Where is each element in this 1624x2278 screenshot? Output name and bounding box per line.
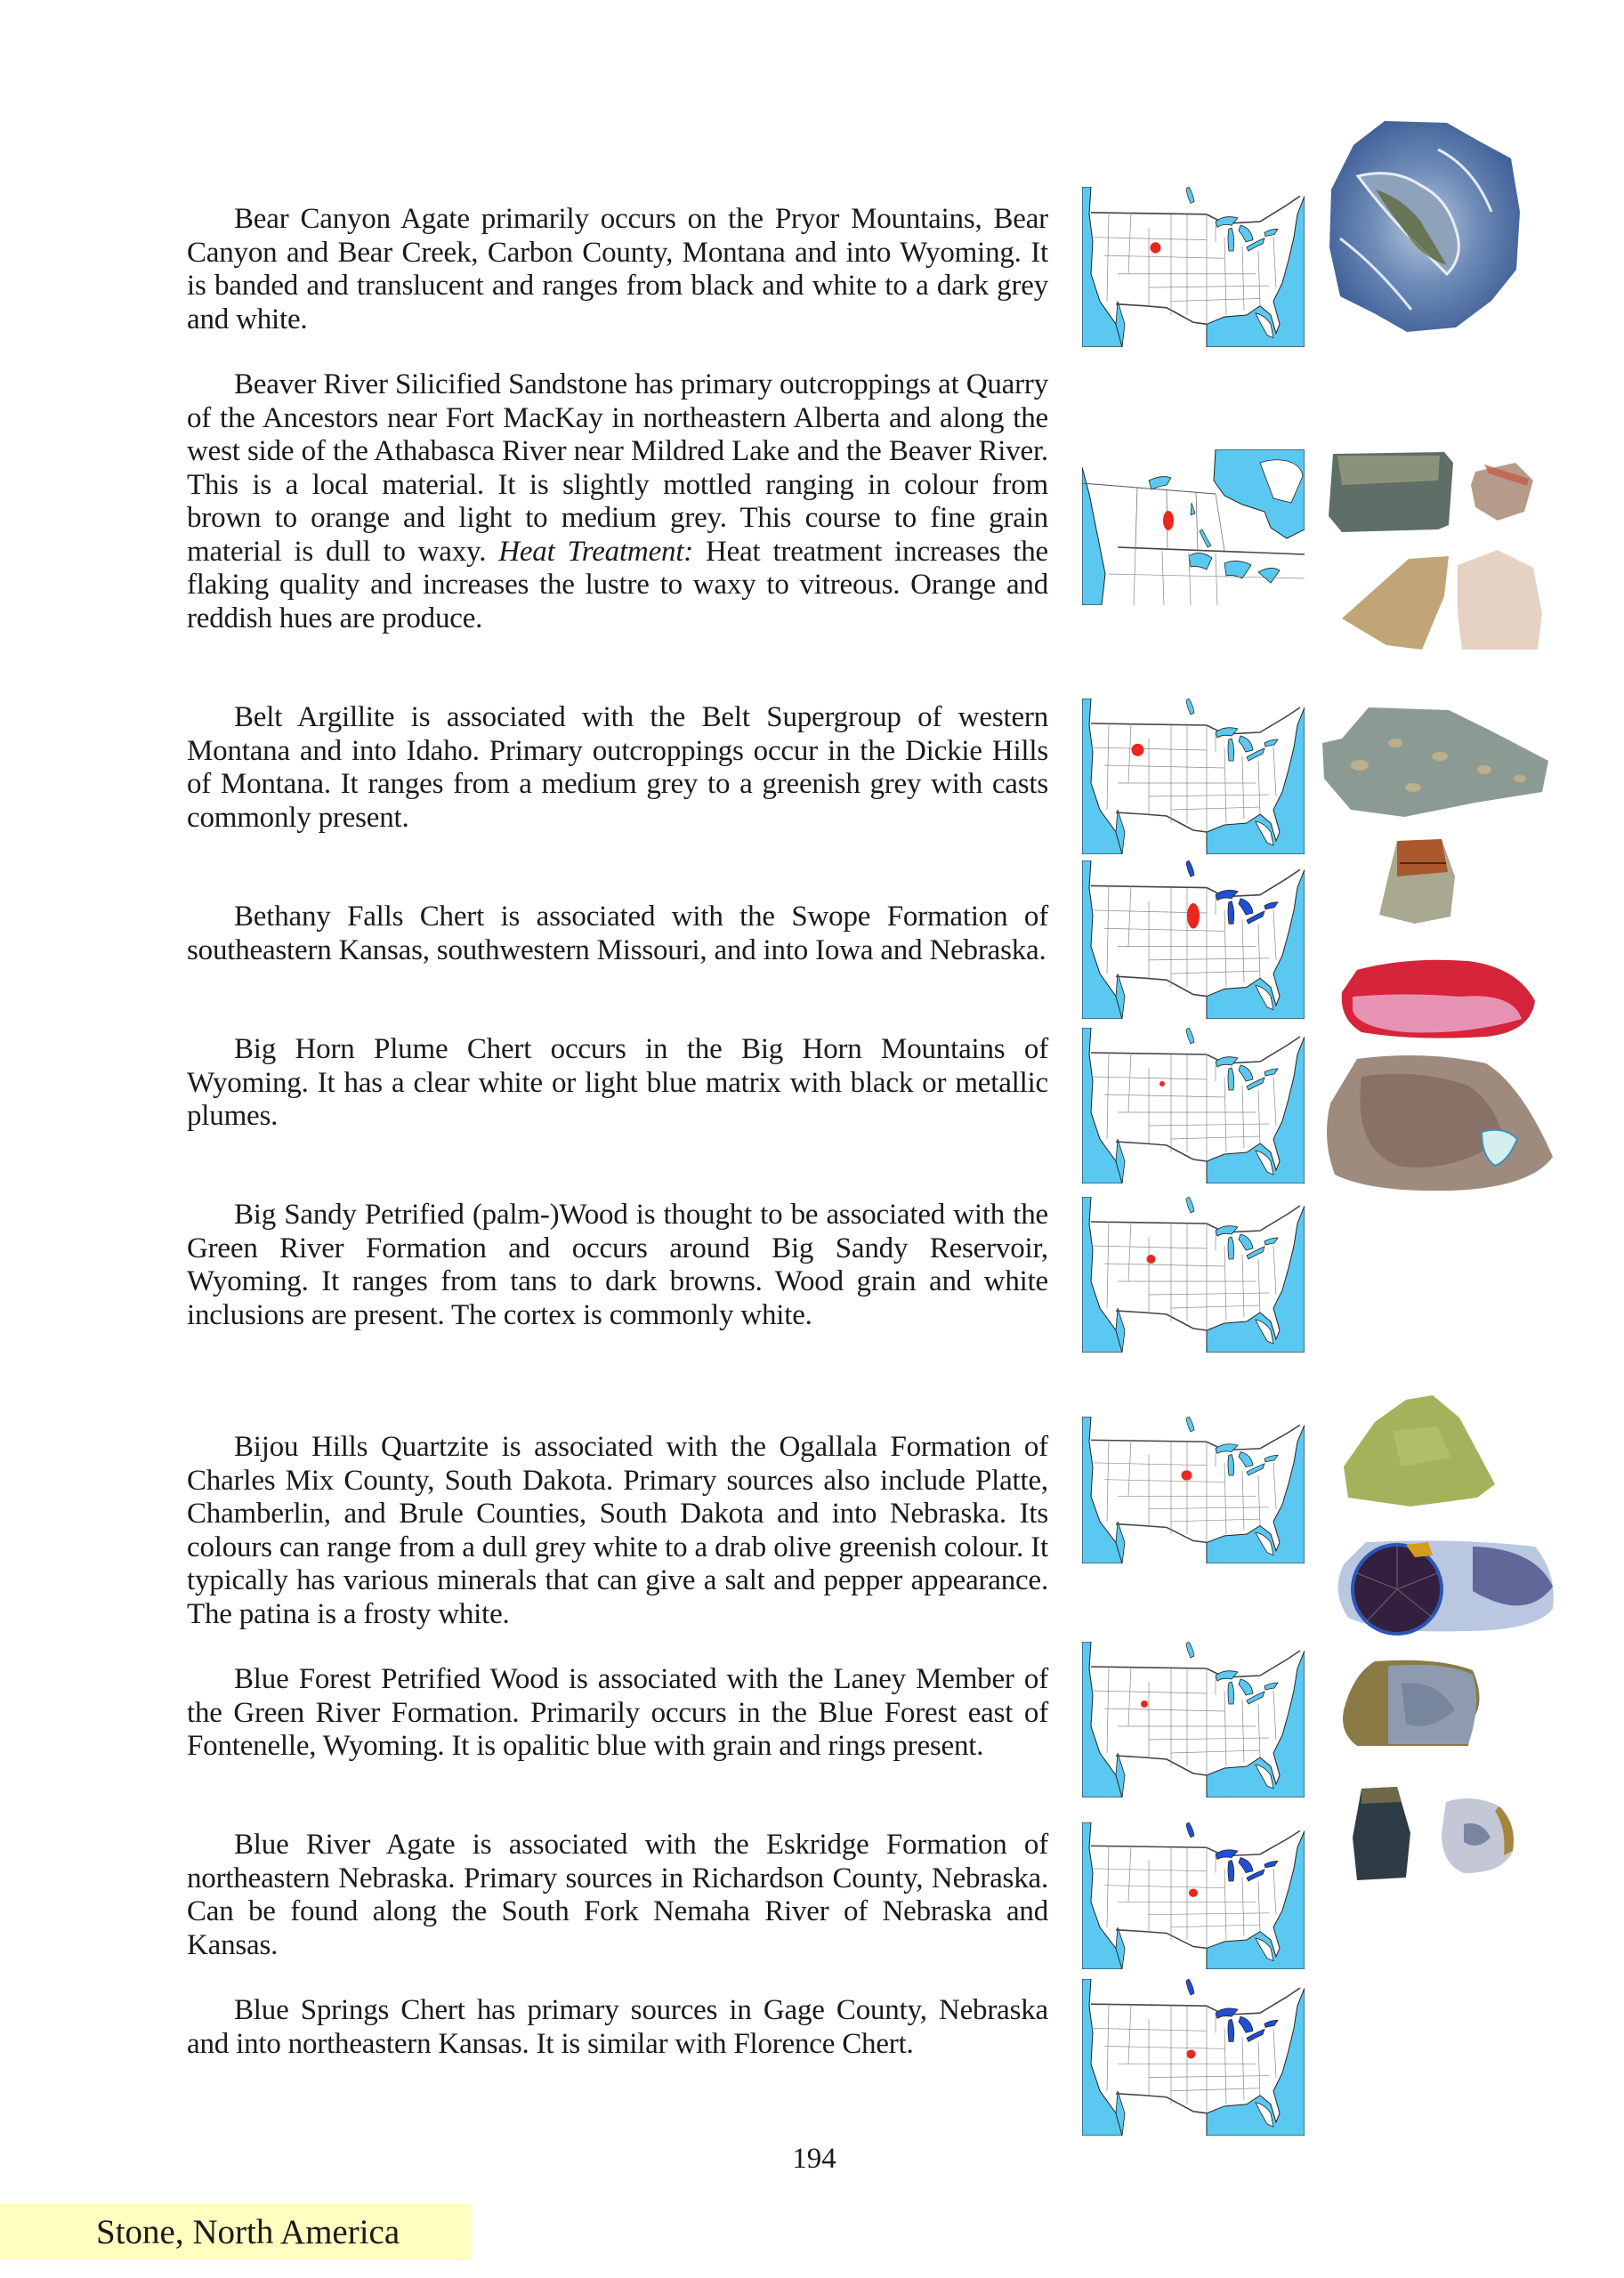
entry-name: Big Horn Plume Chert <box>234 1033 532 1065</box>
photo-blue-river-agate <box>1339 1657 1486 1746</box>
entry-text: is associated with the Belt Supergroup of western Montana and into Idaho. Primary outcroppings occur in the Dickie Hills of Montana. It ranges from a medium grey to a greenish grey with casts commonly present. <box>187 701 1048 834</box>
sandstone-fragments-image <box>1324 445 1555 650</box>
us-map-graphic <box>1082 1979 1305 2136</box>
photo-bear-canyon-agate <box>1322 114 1523 345</box>
source-marker-icon <box>1187 903 1200 928</box>
photo-bethany-falls-chert <box>1375 836 1464 925</box>
source-marker-icon <box>1182 1470 1192 1480</box>
photo-bijou-hills-quartzite <box>1339 1395 1495 1507</box>
source-marker-icon <box>1163 511 1174 530</box>
photo-beaver-river-sandstone <box>1324 445 1555 650</box>
section-footer-label: Stone, North America <box>0 2204 472 2260</box>
us-map-graphic <box>1082 1028 1305 1183</box>
blue-forest-wood-image <box>1330 1538 1557 1636</box>
agate-image <box>1322 114 1523 345</box>
source-marker-icon <box>1141 1700 1148 1708</box>
us-map-graphic <box>1082 699 1305 854</box>
entry-bear-canyon-agate <box>187 203 1048 336</box>
source-marker-icon <box>1159 1081 1165 1086</box>
source-marker-icon <box>1132 744 1144 756</box>
source-map-bear-canyon-agate <box>1082 187 1305 347</box>
argillite-image <box>1315 703 1551 817</box>
us-map-graphic <box>1082 1417 1305 1563</box>
entry-text: is associated with the Swope Formation of southeastern Kansas, southwestern Missouri, and into Iowa and Nebraska. <box>187 901 1048 966</box>
entry-text: is associated with the Laney Member of the Green River Formation. Primarily occurs in the Blue Forest east of Fontenelle, Wyoming. It is opalitic blue with grain and rings present. <box>187 1663 1048 1762</box>
entry-text: has primary outcroppings at Quarry of the Ancestors near Fort MacKay in northeastern Alberta and along the west side of the Athabasca River near Mildred Lake and the Beaver River. This is a local material. It is slightly mottled ranging in colour from brown to orange and light to medium grey. This course to fine grain material is dull to waxy. <box>187 368 1048 568</box>
entry-blue-springs-chert <box>187 1994 1048 2061</box>
entry-blue-forest-petrified-wood <box>187 1663 1048 1764</box>
entry-name: Belt Argillite <box>234 701 395 733</box>
entry-name: Bijou Hills Quartzite <box>234 1431 489 1463</box>
page-number: 194 <box>792 2143 836 2175</box>
plume-chert-image <box>1335 957 1539 1041</box>
entry-belt-argillite <box>187 701 1048 835</box>
entry-text: is associated with the Ogallala Formation of Charles Mix County, South Dakota. Primary sources also include Platte, Chamberlin, and Brule Counties, South Dakota and into Nebraska. Its colours can range from a dull grey white to a drab olive greenish colour. It typically has various minerals that can give a salt and pepper appearance. The patina is a frosty white. <box>187 1431 1048 1630</box>
entry-bijou-hills-quartzite <box>187 1431 1048 1631</box>
chert-image <box>1375 836 1464 925</box>
photo-big-horn-plume-chert <box>1335 957 1539 1041</box>
source-map-blue-river-agate <box>1082 1822 1305 1969</box>
entry-big-horn-plume-chert <box>187 1033 1048 1134</box>
blue-springs-chert-image <box>1348 1784 1535 1882</box>
entry-name: Big Sandy Petrified (palm-)Wood <box>234 1199 628 1231</box>
entry-beaver-river-silicified-sandstone <box>187 368 1048 635</box>
us-map-graphic <box>1082 187 1305 347</box>
entry-text: has primary sources in Gage County, Nebraska and into northeastern Kansas. It is similar with Florence Chert. <box>187 1994 1048 2060</box>
entry-name: Bear Canyon Agate <box>234 203 470 235</box>
us-map-graphic <box>1082 1642 1305 1797</box>
us-map-graphic <box>1082 1822 1305 1969</box>
entry-name: Blue Forest Petrified Wood <box>234 1663 559 1695</box>
entry-text: primarily occurs on the Pryor Mountains, Bear Canyon and Bear Creek, Carbon County, Montana and into Wyoming. It is banded and translucent and ranges from black and white to a dark grey and white. <box>187 203 1048 335</box>
source-marker-icon <box>1151 242 1161 253</box>
heat-treatment-label: Heat Treatment: <box>498 535 694 568</box>
source-map-blue-springs-chert <box>1082 1979 1305 2136</box>
entry-text-after: Heat treatment increases the flaking quality and increases the lustre to waxy to vitreous. Orange and reddish hues are produce. <box>187 535 1048 634</box>
source-map-blue-forest-petrified-wood <box>1082 1642 1305 1797</box>
quartzite-image <box>1339 1395 1495 1507</box>
source-marker-icon <box>1187 2049 1196 2058</box>
blue-river-agate-image <box>1339 1657 1486 1746</box>
us-map-graphic <box>1082 860 1305 1019</box>
us-map-graphic <box>1082 1197 1305 1353</box>
entry-name: Beaver River Silicified Sandstone <box>234 368 627 400</box>
entry-name: Blue Springs Chert <box>234 1994 465 2026</box>
source-marker-icon <box>1147 1255 1156 1264</box>
entry-blue-river-agate <box>187 1829 1048 1962</box>
entry-name: Blue River Agate <box>234 1829 456 1861</box>
source-map-bijou-hills-quartzite <box>1082 1417 1305 1563</box>
entry-big-sandy-petrified-wood <box>187 1199 1048 1332</box>
photo-belt-argillite <box>1315 703 1551 817</box>
photo-blue-springs-chert <box>1348 1784 1535 1882</box>
entry-name: Bethany Falls Chert <box>234 901 485 933</box>
entry-bethany-falls-chert <box>187 901 1048 967</box>
source-map-beaver-river-sandstone <box>1082 449 1305 605</box>
entry-text: is thought to be associated with the Green River Formation and occurs around Big Sandy Reservoir, Wyoming. It ranges from tans to dark browns. Wood grain and white inclusions are present. The cortex is commonly white. <box>187 1199 1048 1331</box>
source-marker-icon <box>1189 1888 1198 1896</box>
entry-text: occurs in the Big Horn Mountains of Wyoming. It has a clear white or light blue matrix with black or metallic plumes. <box>187 1033 1048 1132</box>
photo-big-sandy-petrified-wood <box>1317 1050 1557 1192</box>
source-map-bethany-falls-chert <box>1082 860 1305 1019</box>
source-map-big-horn-plume-chert <box>1082 1028 1305 1183</box>
petrified-wood-image <box>1317 1050 1557 1192</box>
entry-text: is associated with the Eskridge Formation of northeastern Nebraska. Primary sources in Richardson County, Nebraska. Can be found along the South Fork Nemaha River of Nebraska and Kansas. <box>187 1829 1048 1961</box>
canada-map-graphic <box>1082 449 1305 605</box>
source-map-big-sandy-petrified-wood <box>1082 1197 1305 1353</box>
source-map-belt-argillite <box>1082 699 1305 854</box>
photo-blue-forest-petrified-wood <box>1330 1538 1557 1636</box>
